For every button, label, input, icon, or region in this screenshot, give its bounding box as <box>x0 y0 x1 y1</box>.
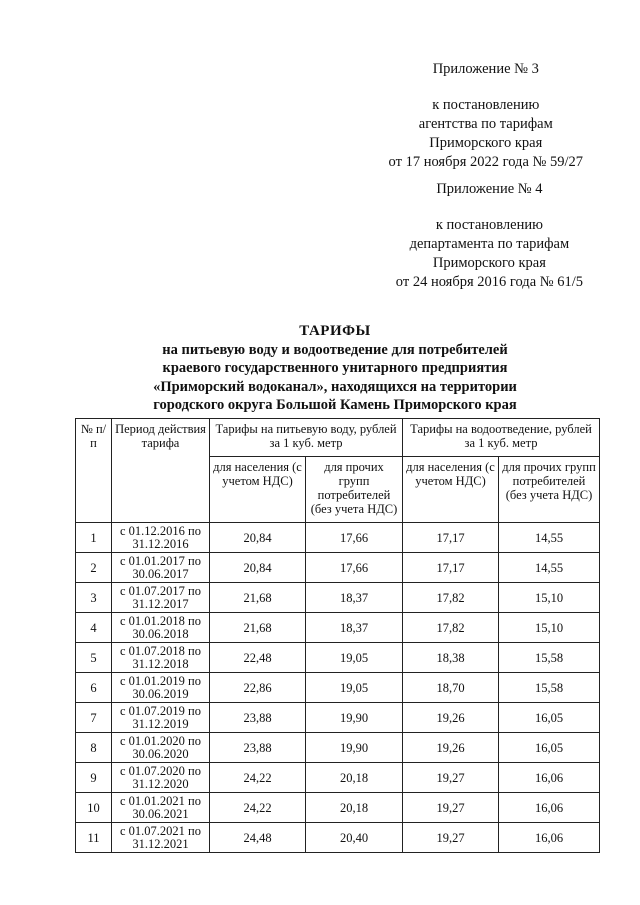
water-population-cell: 24,22 <box>210 793 306 823</box>
table-row <box>76 523 600 553</box>
water-population-cell: 20,84 <box>210 553 306 583</box>
table-row <box>76 793 600 823</box>
table-body <box>76 523 600 853</box>
water-others-cell: 20,40 <box>306 823 403 853</box>
sewer-others-cell: 15,10 <box>499 613 600 643</box>
sewer-others-cell: 16,06 <box>499 793 600 823</box>
sewer-population-cell: 18,38 <box>403 643 499 673</box>
sewer-population-cell: 19,27 <box>403 763 499 793</box>
header-water-tariffs: Тарифы на питьевую воду, рублей за 1 куб. метр <box>210 419 403 457</box>
appendix-4-block <box>396 180 583 292</box>
row-number-cell: 5 <box>76 643 112 673</box>
row-number-cell: 4 <box>76 613 112 643</box>
water-others-cell: 17,66 <box>306 553 403 583</box>
sewer-population-cell: 19,26 <box>403 703 499 733</box>
table-row <box>76 763 600 793</box>
appendix-4-line-1: к постановлению <box>435 217 543 233</box>
water-population-cell: 21,68 <box>210 613 306 643</box>
appendix-3-line-2: агентства по тарифам <box>418 116 553 132</box>
appendix-3-block <box>389 60 583 172</box>
header-period: Период действия тарифа <box>112 419 210 523</box>
sewer-others-cell: 15,58 <box>499 643 600 673</box>
appendix-4-title: Приложение № 4 <box>436 181 543 197</box>
appendix-3-line-3: Приморского края <box>429 135 543 151</box>
water-others-cell: 19,90 <box>306 733 403 763</box>
water-population-cell: 20,84 <box>210 523 306 553</box>
row-period-cell: с 01.07.2019 по 31.12.2019 <box>112 703 210 733</box>
table-row <box>76 643 600 673</box>
sewer-others-cell: 15,10 <box>499 583 600 613</box>
sewer-population-cell: 19,27 <box>403 793 499 823</box>
sewer-others-cell: 14,55 <box>499 523 600 553</box>
water-others-cell: 19,90 <box>306 703 403 733</box>
row-number-cell: 9 <box>76 763 112 793</box>
water-population-cell: 23,88 <box>210 703 306 733</box>
appendix-4-line-4: от 24 ноября 2016 года № 61/5 <box>395 274 583 290</box>
row-period-cell: с 01.01.2021 по 30.06.2021 <box>112 793 210 823</box>
table-row <box>76 583 600 613</box>
table-row <box>76 703 600 733</box>
sewer-others-cell: 16,06 <box>499 823 600 853</box>
header-sewer-others: для прочих групп потребителей (без учета НДС) <box>499 457 600 523</box>
sewer-others-cell: 14,55 <box>499 553 600 583</box>
water-population-cell: 21,68 <box>210 583 306 613</box>
header-sewer-tariffs: Тарифы на водоотведение, рублей за 1 куб. метр <box>403 419 600 457</box>
row-number-cell: 6 <box>76 673 112 703</box>
row-period-cell: с 01.07.2018 по 31.12.2018 <box>112 643 210 673</box>
appendix-4-line-3: Приморского края <box>432 255 546 271</box>
header-sewer-population: для населения (с учетом НДС) <box>403 457 499 523</box>
appendix-3-line-4: от 17 ноября 2022 года № 59/27 <box>388 154 583 170</box>
water-others-cell: 18,37 <box>306 613 403 643</box>
row-period-cell: с 01.01.2018 по 30.06.2018 <box>112 613 210 643</box>
sewer-population-cell: 19,26 <box>403 733 499 763</box>
table-row <box>76 673 600 703</box>
row-number-cell: 7 <box>76 703 112 733</box>
sewer-others-cell: 16,05 <box>499 703 600 733</box>
document-title <box>110 322 560 415</box>
table-row <box>76 823 600 853</box>
table-row <box>76 553 600 583</box>
table-row <box>76 613 600 643</box>
sewer-population-cell: 18,70 <box>403 673 499 703</box>
title-line-3: «Приморский водоканал», находящихся на территории <box>153 378 517 395</box>
water-population-cell: 24,22 <box>210 763 306 793</box>
header-number: № п/п <box>76 419 112 523</box>
row-number-cell: 3 <box>76 583 112 613</box>
row-number-cell: 11 <box>76 823 112 853</box>
sewer-population-cell: 17,17 <box>403 553 499 583</box>
row-period-cell: с 01.07.2020 по 31.12.2020 <box>112 763 210 793</box>
water-others-cell: 19,05 <box>306 673 403 703</box>
appendix-3-line-1: к постановлению <box>432 97 540 113</box>
title-line-1: на питьевую воду и водоотведение для потребителей <box>162 341 508 358</box>
tariff-table <box>75 418 600 853</box>
row-period-cell: с 01.12.2016 по 31.12.2016 <box>112 523 210 553</box>
water-others-cell: 18,37 <box>306 583 403 613</box>
row-number-cell: 1 <box>76 523 112 553</box>
water-others-cell: 19,05 <box>306 643 403 673</box>
water-population-cell: 23,88 <box>210 733 306 763</box>
row-period-cell: с 01.01.2020 по 30.06.2020 <box>112 733 210 763</box>
sewer-population-cell: 17,17 <box>403 523 499 553</box>
sewer-others-cell: 16,05 <box>499 733 600 763</box>
header-water-population: для населения (с учетом НДС) <box>210 457 306 523</box>
title-line-2: краевого государственного унитарного предприятия <box>162 360 508 376</box>
sewer-population-cell: 17,82 <box>403 613 499 643</box>
title-heading: ТАРИФЫ <box>299 323 371 339</box>
appendix-4-line-2: департамента по тарифам <box>409 236 570 252</box>
row-number-cell: 10 <box>76 793 112 823</box>
water-population-cell: 22,48 <box>210 643 306 673</box>
sewer-others-cell: 15,58 <box>499 673 600 703</box>
table-row <box>76 733 600 763</box>
sewer-population-cell: 17,82 <box>403 583 499 613</box>
sewer-population-cell: 19,27 <box>403 823 499 853</box>
row-number-cell: 2 <box>76 553 112 583</box>
row-number-cell: 8 <box>76 733 112 763</box>
header-water-others: для прочих групп потребителей (без учета НДС) <box>306 457 403 523</box>
water-others-cell: 20,18 <box>306 793 403 823</box>
water-population-cell: 24,48 <box>210 823 306 853</box>
title-line-4: городского округа Большой Камень Приморского края <box>153 397 517 413</box>
row-period-cell: с 01.01.2017 по 30.06.2017 <box>112 553 210 583</box>
water-others-cell: 20,18 <box>306 763 403 793</box>
water-others-cell: 17,66 <box>306 523 403 553</box>
row-period-cell: с 01.07.2021 по 31.12.2021 <box>112 823 210 853</box>
water-population-cell: 22,86 <box>210 673 306 703</box>
row-period-cell: с 01.07.2017 по 31.12.2017 <box>112 583 210 613</box>
appendix-3-title: Приложение № 3 <box>432 61 539 77</box>
row-period-cell: с 01.01.2019 по 30.06.2019 <box>112 673 210 703</box>
sewer-others-cell: 16,06 <box>499 763 600 793</box>
